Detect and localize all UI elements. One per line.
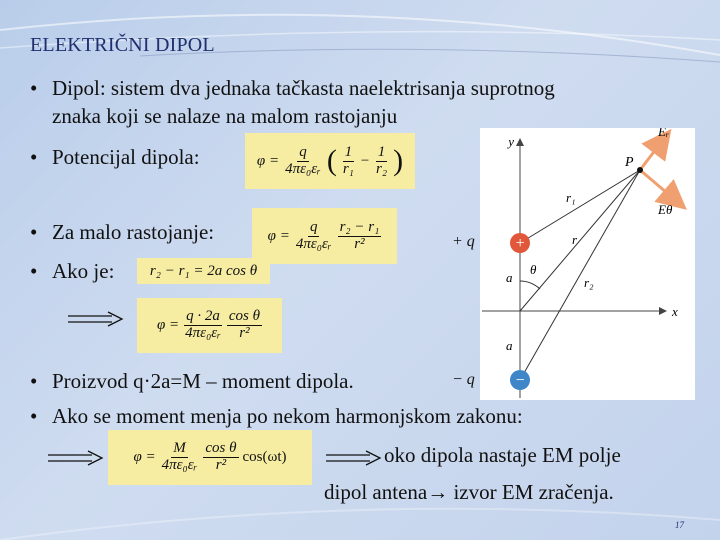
r-label: r <box>572 232 578 247</box>
fraction-denominator: r² <box>215 457 227 473</box>
bullet-marker: • <box>30 404 38 428</box>
text-em-polje: oko dipola nastaje EM polje <box>384 443 621 467</box>
y-axis-label: y <box>508 134 514 149</box>
plus-q-label: + q <box>452 233 475 250</box>
a-bottom-label: a <box>506 338 513 353</box>
bullet-text: Potencijal dipola: <box>52 145 200 169</box>
fraction-denominator: 4πε₀εᵣ <box>161 457 198 473</box>
fraction-denominator: r₁ <box>342 160 354 177</box>
etheta-label: Eθ <box>658 202 673 217</box>
fraction-denominator: 4πε₀εᵣ <box>285 160 321 177</box>
paren-left: ( <box>326 144 337 177</box>
formula-difference <box>137 258 270 284</box>
bullet-text: Proizvod q·2a=M – moment dipola. <box>52 369 354 393</box>
a-top-label: a <box>506 270 513 285</box>
implies-arrow-icon <box>48 450 104 466</box>
fraction-numerator: M <box>173 440 186 457</box>
fraction <box>294 220 334 253</box>
er-field-arrow <box>640 136 666 170</box>
theta-arc <box>520 281 540 289</box>
implies-arrow-icon <box>326 450 382 466</box>
bullet-harmonijski <box>30 404 523 429</box>
fraction <box>227 309 262 342</box>
r1-line <box>520 170 640 243</box>
formula-harmonic <box>108 430 312 485</box>
cos-omega-t: cos(ωt) <box>242 449 287 465</box>
fraction-denominator: 4πε₀εᵣ <box>185 325 221 341</box>
bullet-marker: • <box>30 76 38 100</box>
minus-sign: − <box>359 152 371 169</box>
fraction-denominator: r₂ <box>376 160 388 177</box>
formula-lhs: φ = <box>133 449 156 465</box>
point-p <box>637 167 643 173</box>
fraction-numerator: q · 2a <box>186 308 220 325</box>
page-number: 17 <box>675 520 684 530</box>
positive-charge-sign: + <box>514 235 526 252</box>
fraction <box>374 145 389 178</box>
fraction <box>160 441 200 474</box>
negative-charge-sign: − <box>514 372 526 389</box>
fraction-numerator: r₂ − r₁ <box>339 218 380 235</box>
formula-lhs: φ = <box>256 152 280 169</box>
bullet-dipol-def <box>30 76 555 101</box>
formula-lhs: φ = <box>156 317 180 333</box>
point-p-label: P <box>625 155 634 170</box>
implies-arrow-icon <box>68 311 124 327</box>
bullet-text: znaka koji se nalaze na malom rastojanju <box>52 104 398 128</box>
text-dipol-antena: dipol antena→ izvor EM zračenja. <box>324 480 614 504</box>
fraction-denominator: r² <box>239 325 250 341</box>
fraction <box>203 441 238 474</box>
bullet-text: Ako se moment menja po nekom harmonjskom zakonu: <box>52 404 523 428</box>
fraction <box>341 145 356 178</box>
bullet-text: Dipol: sistem dva jednaka tačkasta naelektrisanja suprotnog <box>52 76 555 100</box>
theta-label: θ <box>530 262 537 277</box>
etheta-field-arrow <box>640 170 680 204</box>
bullet-marker: • <box>30 220 38 244</box>
fraction-denominator: r² <box>354 235 365 252</box>
fraction <box>338 220 382 253</box>
r1-label: r₁ <box>566 190 576 205</box>
slide-title: ELEKTRIČNI DIPOL <box>30 34 215 56</box>
bullet-text: Ako je: <box>52 259 115 283</box>
er-label: Eᵣ <box>658 128 670 139</box>
minus-q-label: − q <box>452 371 475 388</box>
fraction-numerator: q <box>309 218 318 235</box>
bullet-malo-rastojanje <box>30 220 214 245</box>
formula-text: r₂ − r₁ = 2a cos θ <box>149 262 258 279</box>
r-line <box>520 170 640 311</box>
bullet-moment <box>30 369 354 394</box>
formula-dipole-potential <box>137 298 282 353</box>
formula-small-distance <box>252 208 397 264</box>
bullet-marker: • <box>30 369 38 393</box>
fraction-denominator: 4πε₀εᵣ <box>295 235 332 252</box>
fraction-numerator: cos θ <box>228 308 261 325</box>
fraction <box>183 309 223 342</box>
bullet-text: Za malo rastojanje: <box>52 220 215 244</box>
fraction-numerator: q <box>299 143 307 160</box>
bullet-potencijal <box>30 145 200 170</box>
r2-line <box>520 170 640 380</box>
paren-right: ) <box>393 144 404 177</box>
bullet-dipol-def-cont <box>52 104 397 129</box>
formula-lhs: φ = <box>267 227 290 244</box>
formula-potential <box>245 133 415 189</box>
fraction-numerator: 1 <box>344 143 353 160</box>
bullet-marker: • <box>30 145 38 169</box>
x-axis-label: x <box>672 304 678 319</box>
bullet-ako-je <box>30 259 114 284</box>
fraction <box>283 145 323 178</box>
bullet-marker: • <box>30 259 38 283</box>
dipole-diagram <box>480 128 695 400</box>
fraction-numerator: 1 <box>377 143 386 160</box>
r2-label: r₂ <box>584 275 594 290</box>
fraction-numerator: cos θ <box>205 440 237 457</box>
